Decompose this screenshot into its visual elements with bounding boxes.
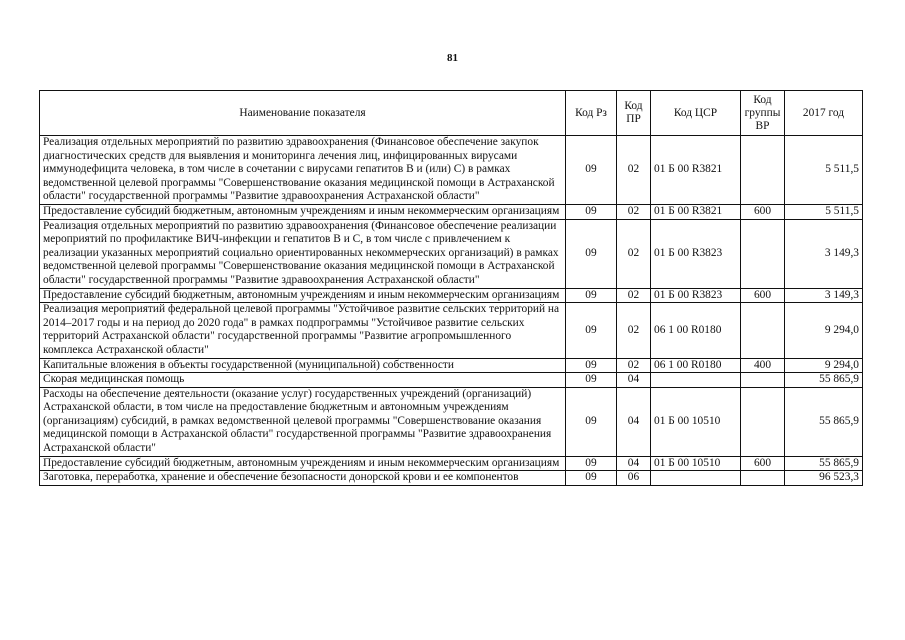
cell-name: Скорая медицинская помощь [40, 373, 566, 388]
table-row [40, 387, 863, 456]
cell-name: Предоставление субсидий бюджетным, автономным учреждениям и иным некоммерческим организациям [40, 288, 566, 303]
cell-csr: 01 Б 00 R3821 [651, 204, 741, 219]
cell-vr: 600 [741, 288, 785, 303]
header-rz: Код Рз [566, 91, 617, 136]
cell-pr: 06 [617, 471, 651, 486]
table-row [40, 136, 863, 205]
cell-rz: 09 [566, 219, 617, 288]
cell-vr: 400 [741, 358, 785, 373]
header-pr: Код ПР [617, 91, 651, 136]
cell-vr [741, 219, 785, 288]
cell-name: Реализация отдельных мероприятий по развитию здравоохранения (Финансовое обеспечение реализации мероприятий по профилактике ВИЧ-инфекции и гепатитов В и С, в том числе с привлечением к реализации указанных мероприятий социально ориентированных некоммерческих организаций) в рамках ведомственной целевой программы "Совершенствование оказания медицинской помощи в Астраханской области" государственной программы "Развитие здравоохранения Астраханской области" [40, 219, 566, 288]
cell-csr: 01 Б 00 R3821 [651, 136, 741, 205]
cell-pr: 04 [617, 387, 651, 456]
cell-name: Капитальные вложения в объекты государственной (муниципальной) собственности [40, 358, 566, 373]
cell-vr [741, 303, 785, 358]
cell-sum: 96 523,3 [785, 471, 863, 486]
cell-name: Реализация мероприятий федеральной целевой программы "Устойчивое развитие сельских территорий на 2014–2017 годы и на период до 2020 года" в рамках подпрограммы "Устойчивое развитие сельских территорий Астраханской области" государственной программы "Развитие агропромышленного комплекса Астраханской области" [40, 303, 566, 358]
cell-vr: 600 [741, 204, 785, 219]
budget-table [39, 90, 863, 486]
header-name: Наименование показателя [40, 91, 566, 136]
cell-pr: 04 [617, 373, 651, 388]
cell-csr: 01 Б 00 R3823 [651, 288, 741, 303]
cell-sum: 5 511,5 [785, 204, 863, 219]
cell-csr: 01 Б 00 10510 [651, 456, 741, 471]
cell-rz: 09 [566, 288, 617, 303]
cell-pr: 02 [617, 136, 651, 205]
table-row [40, 303, 863, 358]
cell-csr: 01 Б 00 10510 [651, 387, 741, 456]
header-sum: 2017 год [785, 91, 863, 136]
cell-csr [651, 373, 741, 388]
cell-vr [741, 136, 785, 205]
cell-rz: 09 [566, 358, 617, 373]
table-row [40, 358, 863, 373]
table-row [40, 456, 863, 471]
cell-name: Предоставление субсидий бюджетным, автономным учреждениям и иным некоммерческим организациям [40, 456, 566, 471]
cell-pr: 04 [617, 456, 651, 471]
cell-sum: 55 865,9 [785, 373, 863, 388]
cell-sum: 5 511,5 [785, 136, 863, 205]
cell-name: Заготовка, переработка, хранение и обеспечение безопасности донорской крови и ее компонентов [40, 471, 566, 486]
table-header-row [40, 91, 863, 136]
cell-vr: 600 [741, 456, 785, 471]
cell-pr: 02 [617, 219, 651, 288]
cell-pr: 02 [617, 358, 651, 373]
cell-rz: 09 [566, 387, 617, 456]
table-row [40, 471, 863, 486]
cell-sum: 9 294,0 [785, 358, 863, 373]
cell-rz: 09 [566, 471, 617, 486]
cell-csr: 06 1 00 R0180 [651, 303, 741, 358]
table-row [40, 204, 863, 219]
cell-pr: 02 [617, 288, 651, 303]
cell-name: Реализация отдельных мероприятий по развитию здравоохранения (Финансовое обеспечение закупок диагностических средств для выявления и мониторинга лечения лиц, инфицированных вирусами иммунодефицита человека, в том числе в сочетании с вирусами гепатитов В и (или) С) в рамках ведомственной целевой программы "Совершенствование оказания медицинской помощи в Астраханской области" государственной программы "Развитие здравоохранения Астраханской области" [40, 136, 566, 205]
cell-pr: 02 [617, 204, 651, 219]
cell-rz: 09 [566, 303, 617, 358]
cell-rz: 09 [566, 456, 617, 471]
cell-csr [651, 471, 741, 486]
page-number: 81 [447, 52, 458, 64]
cell-vr [741, 471, 785, 486]
cell-sum: 9 294,0 [785, 303, 863, 358]
table-row [40, 219, 863, 288]
cell-sum: 3 149,3 [785, 219, 863, 288]
cell-name: Расходы на обеспечение деятельности (оказание услуг) государственных учреждений (организаций) Астраханской области, в том числе на предоставление бюджетным и автономным учреждениям (организациям) субсидий, в рамках ведомственной целевой программы "Совершенствование оказания медицинской помощи в Астраханской области" государственной программы "Развитие здравоохранения Астраханской области" [40, 387, 566, 456]
cell-name: Предоставление субсидий бюджетным, автономным учреждениям и иным некоммерческим организациям [40, 204, 566, 219]
header-vr: Код группы ВР [741, 91, 785, 136]
cell-rz: 09 [566, 204, 617, 219]
table-row [40, 373, 863, 388]
cell-sum: 55 865,9 [785, 387, 863, 456]
cell-sum: 3 149,3 [785, 288, 863, 303]
cell-rz: 09 [566, 136, 617, 205]
cell-rz: 09 [566, 373, 617, 388]
table-row [40, 288, 863, 303]
cell-csr: 01 Б 00 R3823 [651, 219, 741, 288]
cell-csr: 06 1 00 R0180 [651, 358, 741, 373]
cell-pr: 02 [617, 303, 651, 358]
header-csr: Код ЦСР [651, 91, 741, 136]
cell-vr [741, 373, 785, 388]
cell-vr [741, 387, 785, 456]
cell-sum: 55 865,9 [785, 456, 863, 471]
